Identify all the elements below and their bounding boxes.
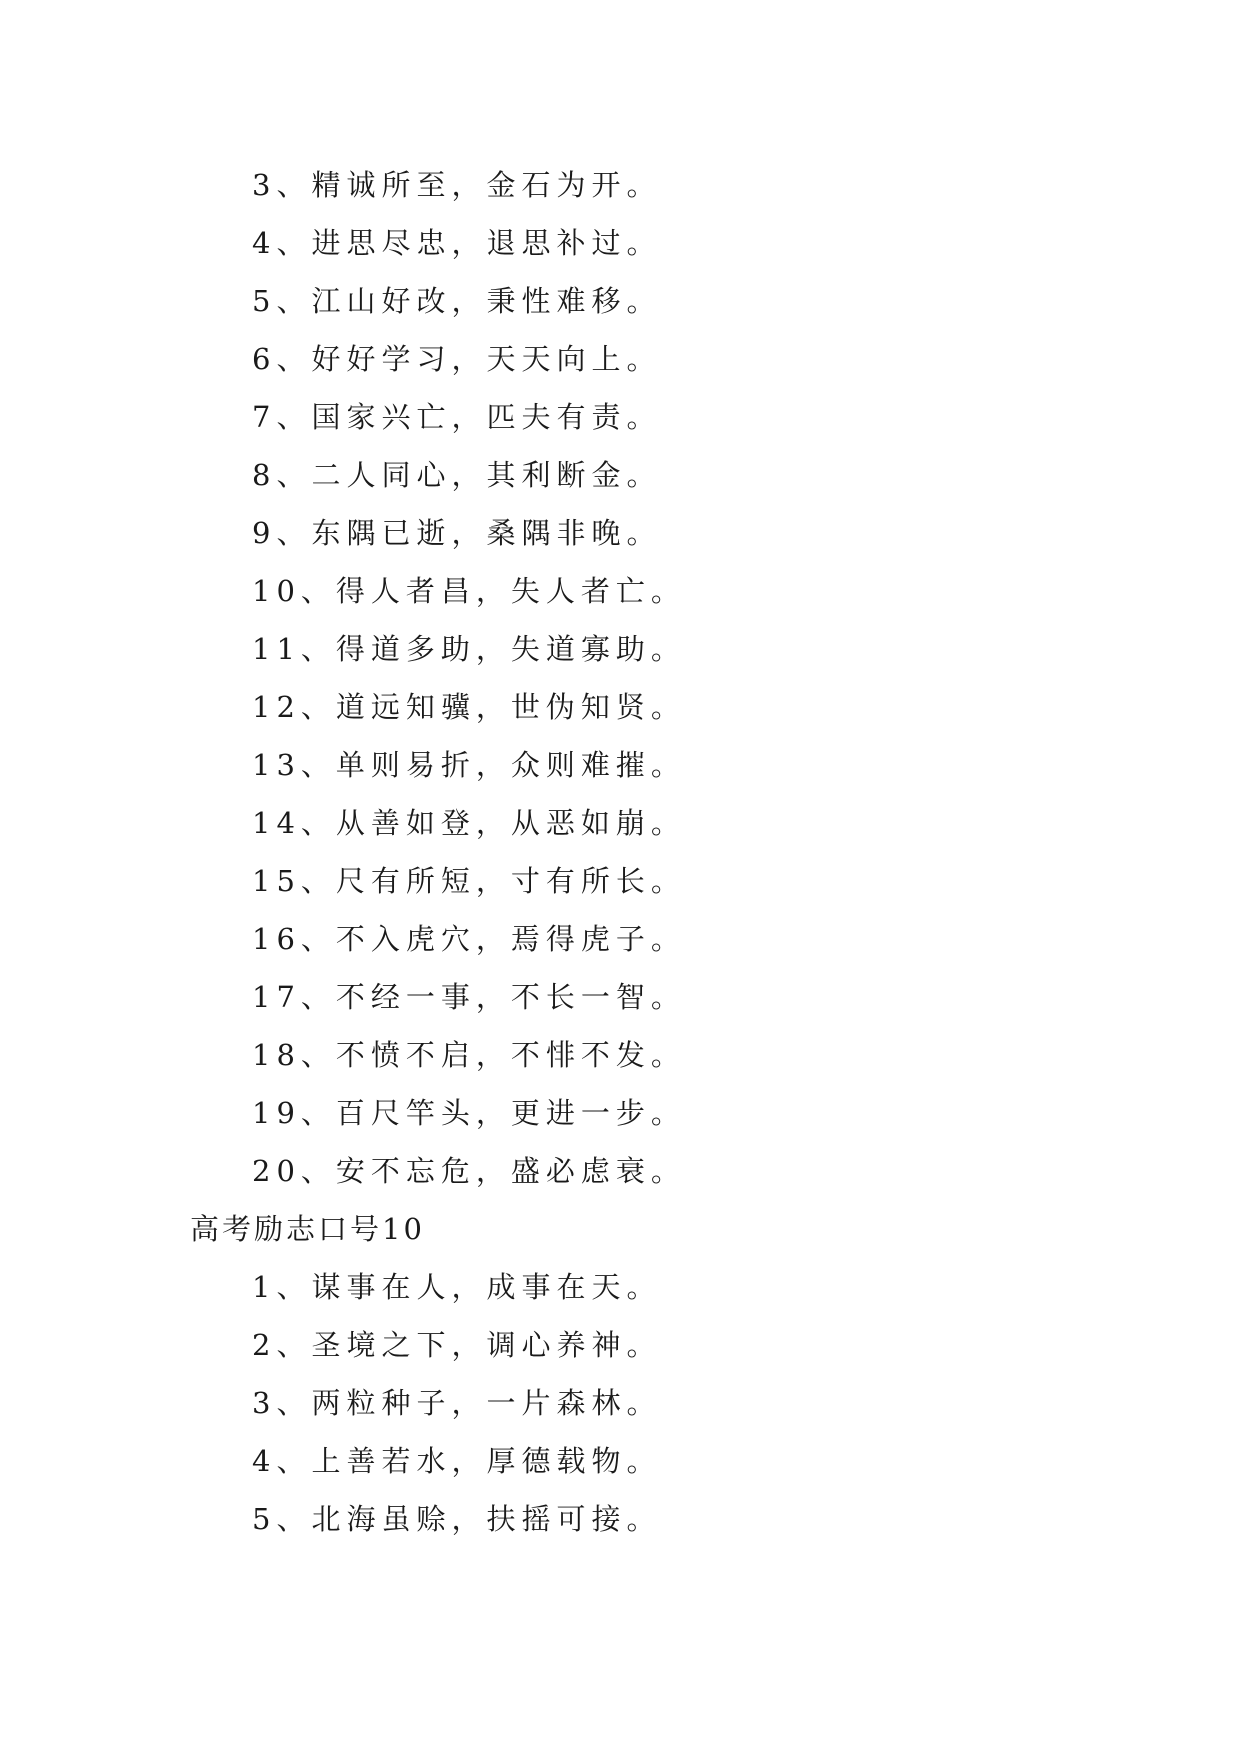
list-item: 4、上善若水，厚德载物。 [252, 1444, 662, 1478]
list-item: 5、北海虽赊，扶摇可接。 [252, 1502, 662, 1536]
list-item: 8、二人同心，其利断金。 [252, 458, 662, 492]
list-item: 19、百尺竿头，更进一步。 [252, 1096, 686, 1130]
list-item: 17、不经一事，不长一智。 [252, 980, 686, 1014]
list-item: 4、进思尽忠，退思补过。 [252, 226, 662, 260]
list-item: 18、不愤不启，不悱不发。 [252, 1038, 686, 1072]
list-item: 9、东隅已逝，桑隅非晚。 [252, 516, 662, 550]
list-item: 10、得人者昌，失人者亡。 [252, 574, 686, 608]
list-item: 2、圣境之下，调心养神。 [252, 1328, 662, 1362]
list-item: 14、从善如登，从恶如崩。 [252, 806, 686, 840]
list-item: 5、江山好改，秉性难移。 [252, 284, 662, 318]
list-item: 6、好好学习，天天向上。 [252, 342, 662, 376]
list-item: 13、单则易折，众则难摧。 [252, 748, 686, 782]
list-item: 3、精诚所至，金石为开。 [252, 168, 662, 202]
list-item: 12、道远知骥，世伪知贤。 [252, 690, 686, 724]
list-item: 1、谋事在人，成事在天。 [252, 1270, 662, 1304]
list-item: 7、国家兴亡，匹夫有责。 [252, 400, 662, 434]
list-item: 15、尺有所短，寸有所长。 [252, 864, 686, 898]
list-item: 20、安不忘危，盛必虑衰。 [252, 1154, 686, 1188]
list-item: 3、两粒种子，一片森林。 [252, 1386, 662, 1420]
section-heading: 高考励志口号10 [190, 1212, 425, 1246]
list-item: 16、不入虎穴，焉得虎子。 [252, 922, 686, 956]
list-item: 11、得道多助，失道寡助。 [252, 632, 686, 666]
